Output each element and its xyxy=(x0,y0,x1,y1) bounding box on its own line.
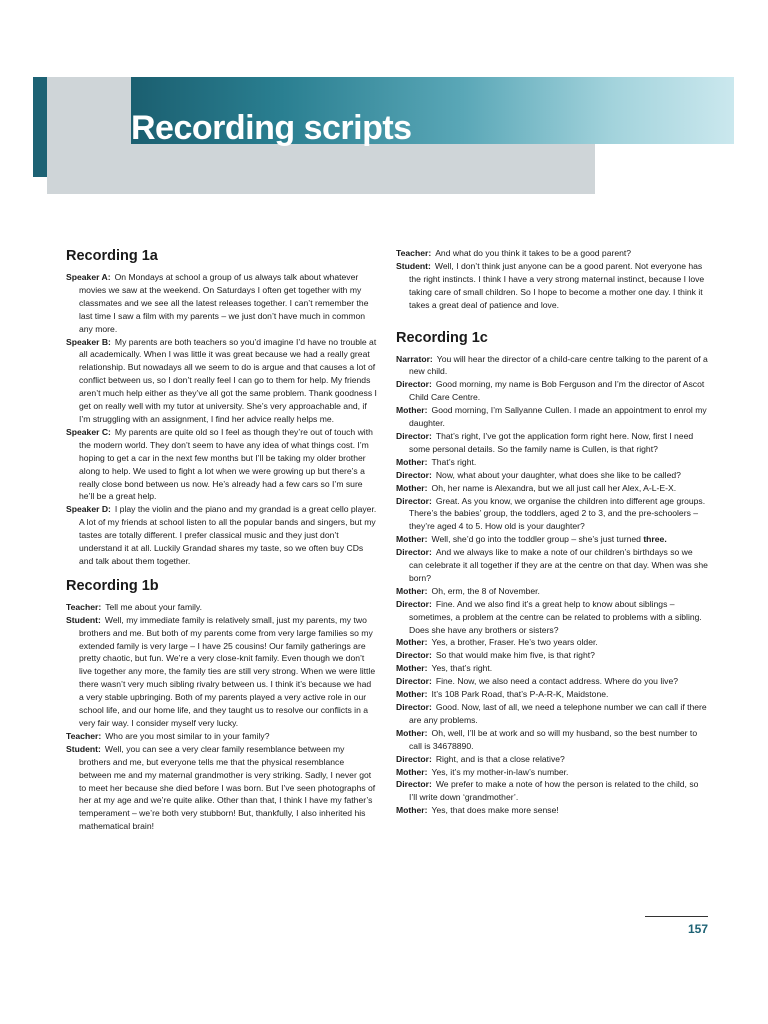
speaker-label: Director: xyxy=(396,430,432,441)
speech-text: Yes, a brother, Fraser. He’s two years older. xyxy=(431,637,598,648)
script-turn xyxy=(66,426,378,503)
speaker-label: Director: xyxy=(396,598,432,609)
speaker-label: Student: xyxy=(66,743,101,754)
script-turn xyxy=(396,804,708,817)
answer-highlight: three. xyxy=(643,534,667,545)
speech-text: Yes, that does make more sense! xyxy=(431,805,559,816)
recording-section xyxy=(66,247,378,568)
speech-text: And we always like to make a note of our children’s birthdays so we can celebrate it all together if they are at the centre on that day. When was she born? xyxy=(409,547,708,583)
speaker-label: Speaker A: xyxy=(66,272,111,282)
script-turn xyxy=(396,766,708,779)
speech-text: And what do you think it takes to be a good parent? xyxy=(435,248,632,258)
speaker-label: Director: xyxy=(396,779,432,790)
script-turn xyxy=(396,546,708,585)
speech-text: Oh, her name is Alexandra, but we all just call her Alex, A-L-E-X. xyxy=(431,482,677,493)
speech-text: Good morning, I’m Sallyanne Cullen. I made an appointment to enrol my daughter. xyxy=(409,405,707,429)
speech-text: Now, what about your daughter, what does she like to be called? xyxy=(435,469,681,480)
speech-text: Well, my immediate family is relatively small, just my parents, my two brothers and me. But both of my parents come from very large families so my extended family is very large – I have 25 cousins! Our family gatherings are pretty chaotic, but fun. We’re a very close-knit family. Even though we don’t live together any more, the family ties are still very strong. When we were little there wasn’t very much sibling rivalry between us. I think it’s because we had a very stable upbringing. Both of my parents played a very active role in our school life, and our home life, and they taught us to resolve our conflicts in a very fair way. I consider myself very lucky. xyxy=(79,614,376,728)
script-turn xyxy=(396,636,708,649)
speech-text: It’s 108 Park Road, that’s P-A-R-K, Maidstone. xyxy=(431,689,609,700)
right-column xyxy=(396,247,708,817)
speech-text: Well, I don’t think just anyone can be a good parent. Not everyone has the right instincts. I think I have a very strong maternal instinct, because I love taking care of small children. So I hope to become a mother one day. I think it takes a great deal of patience and love. xyxy=(409,260,705,310)
script-turn xyxy=(396,778,708,804)
section-heading: Recording 1b xyxy=(66,577,159,594)
script-turn xyxy=(66,601,378,614)
speaker-label: Director: xyxy=(396,495,432,506)
speech-text: That’s right, I’ve got the application form right here. Now, first I need some personal details. So the family name is Cullen, is that right? xyxy=(409,430,694,454)
script-turn xyxy=(396,688,708,701)
section-heading: Recording 1c xyxy=(396,329,488,346)
script-turn xyxy=(396,649,708,662)
speaker-label: Director: xyxy=(396,379,432,390)
speech-text: My parents are quite old so I feel as though they’re out of touch with the modern world. They don’t seem to have any idea of what things cost. I’m hoping to get a car in the next few months but I’ll be taking my older brother along to help. We used to fight a lot when we were growing up but there’s a really close bond between us now. He’s already had a few cars so I’m sure he’ll be a great help. xyxy=(79,426,373,502)
speaker-label: Director: xyxy=(396,650,432,661)
speaker-label: Teacher: xyxy=(66,601,102,612)
speaker-label: Mother: xyxy=(396,585,428,596)
speaker-label: Speaker B: xyxy=(66,336,111,347)
script-turn xyxy=(396,378,708,404)
script-turn xyxy=(66,336,378,426)
header-band-grey-lower xyxy=(131,144,595,194)
speech-text: Yes, that’s right. xyxy=(431,663,493,674)
script-turn xyxy=(396,260,708,312)
speaker-label: Mother: xyxy=(396,637,428,648)
section-heading: Recording 1a xyxy=(66,248,158,264)
page-title: Recording scripts xyxy=(131,109,412,147)
recording-section xyxy=(66,577,378,833)
header-band-grey xyxy=(47,77,131,194)
section-spacer xyxy=(396,312,708,320)
speech-text: Good. Now, last of all, we need a telephone number we can call if there are any problems. xyxy=(409,702,707,725)
speaker-label: Mother: xyxy=(396,482,428,493)
speaker-label: Teacher: xyxy=(66,730,102,741)
speech-text: Well, she’d go into the toddler group – she’s just turned xyxy=(431,534,641,545)
footer-rule xyxy=(645,916,708,917)
speech-text: You will hear the director of a child-care centre talking to the parent of a new child. xyxy=(409,353,708,377)
recording-section xyxy=(396,247,708,320)
speaker-label: Mother: xyxy=(396,689,428,700)
script-turn xyxy=(396,482,708,495)
script-turn xyxy=(396,404,708,430)
speaker-label: Director: xyxy=(396,702,432,712)
speech-text: We prefer to make a note of how the person is related to the child, so I’ll write down ‘grandmother’. xyxy=(409,779,699,803)
speaker-label: Mother: xyxy=(396,766,428,777)
speech-text: I play the violin and the piano and my grandad is a great cello player. A lot of my friends at school listen to all the popular bands and singers, but my tastes are totally different. I prefer classical music and they just don’t understand it at all. Luckily Grandad shares my taste, so we often buy CDs and talk about them together. xyxy=(79,504,377,566)
header-band-dark xyxy=(33,77,47,177)
speaker-label: Speaker C: xyxy=(66,426,111,437)
speaker-label: Director: xyxy=(396,753,432,764)
script-turn xyxy=(396,430,708,456)
script-turn xyxy=(396,585,708,598)
speaker-label: Student: xyxy=(66,614,101,625)
script-turn xyxy=(66,730,378,743)
speaker-label: Mother: xyxy=(396,663,428,674)
script-turn xyxy=(396,598,708,637)
speech-text: Good morning, my name is Bob Ferguson and I’m the director of Ascot Child Care Centre. xyxy=(409,379,705,403)
page-number: 157 xyxy=(687,922,708,936)
speaker-label: Speaker D: xyxy=(66,504,111,515)
script-turn xyxy=(396,662,708,675)
script-turn xyxy=(396,353,708,379)
script-turn xyxy=(66,271,378,336)
script-turn xyxy=(396,495,708,534)
speaker-label: Director: xyxy=(396,676,432,687)
speaker-label: Mother: xyxy=(396,456,428,467)
speech-text: On Mondays at school a group of us always talk about whatever movies we saw at the weekend. On Saturdays I often get together with my classmates and we see all the latest releases together. I can’t remember the last time I saw a film with my parents – we just don’t have much in common any more. xyxy=(79,272,369,334)
speaker-label: Narrator: xyxy=(396,353,433,364)
speech-text: Who are you most similar to in your family? xyxy=(105,730,270,741)
speech-text: That’s right. xyxy=(431,456,477,467)
speaker-label: Mother: xyxy=(396,534,428,545)
speech-text: Fine. And we also find it’s a great help to know about siblings – sometimes, a problem at the centre can be related to problems with a sibling. Does she have any brothers or sisters? xyxy=(409,598,702,635)
speech-text: Yes, it’s my mother-in-law’s number. xyxy=(431,766,569,777)
speaker-label: Student: xyxy=(396,260,431,271)
script-turn xyxy=(396,727,708,753)
speaker-label: Director: xyxy=(396,469,432,480)
speaker-label: Mother: xyxy=(396,727,428,738)
speech-text: Fine. Now, we also need a contact address. Where do you live? xyxy=(435,676,679,687)
speaker-label: Teacher: xyxy=(396,248,432,258)
script-turn xyxy=(66,503,378,568)
speaker-label: Director: xyxy=(396,547,432,558)
speaker-label: Mother: xyxy=(396,805,428,816)
script-turn xyxy=(396,469,708,482)
speech-text: Oh, erm, the 8 of November. xyxy=(431,585,540,596)
script-turn xyxy=(396,753,708,766)
speech-text: Oh, well, I’ll be at work and so will my husband, so the best number to call is 34678890. xyxy=(409,727,698,751)
script-turn xyxy=(66,743,378,833)
script-turn xyxy=(66,614,378,730)
speech-text: My parents are both teachers so you’d imagine I’d have no trouble at all academically. When I was little it was great because we had a really great relationship. But nowadays all we seem to do is argue and that causes a lot of conflict between us, so I don’t really feel I can go to them for help. My friends aren’t much help either as they’ve all got the same problem. Thank goodness I get on really well with my tutor at university. She’s very approachable and, if I’m struggling with an assignment, I find her advice really helps me. xyxy=(79,336,377,424)
speech-text: Right, and is that a close relative? xyxy=(435,753,565,764)
speech-text: Tell me about your family. xyxy=(105,601,202,612)
script-turn xyxy=(396,247,708,260)
speaker-label: Mother: xyxy=(396,405,428,416)
speech-text: Well, you can see a very clear family resemblance between my brothers and me, but everyone tells me that the physical resemblance between me and my maternal grandmother is very striking. Sadly, I never got to meet her because she died before I was born. But I’ve seen photographs of her at my age and we’re quite alike. Other than that, I think I have my father’s temperament – we’re both very stubborn! But, thankfully, I also inherited his mathematical brain! xyxy=(79,743,376,832)
script-turn xyxy=(396,701,708,727)
recording-section xyxy=(396,329,708,818)
speech-text: So that would make him five, is that right? xyxy=(435,650,595,661)
speech-text: Great. As you know, we organise the children into different age groups. There’s the babies’ group, the toddlers, aged 2 to 3, and the pre-schoolers – they’re aged 4 to 5. How old is your daughter? xyxy=(409,495,706,532)
left-column xyxy=(66,247,378,833)
script-turn xyxy=(396,675,708,688)
script-turn xyxy=(396,456,708,469)
script-turn xyxy=(396,533,708,546)
